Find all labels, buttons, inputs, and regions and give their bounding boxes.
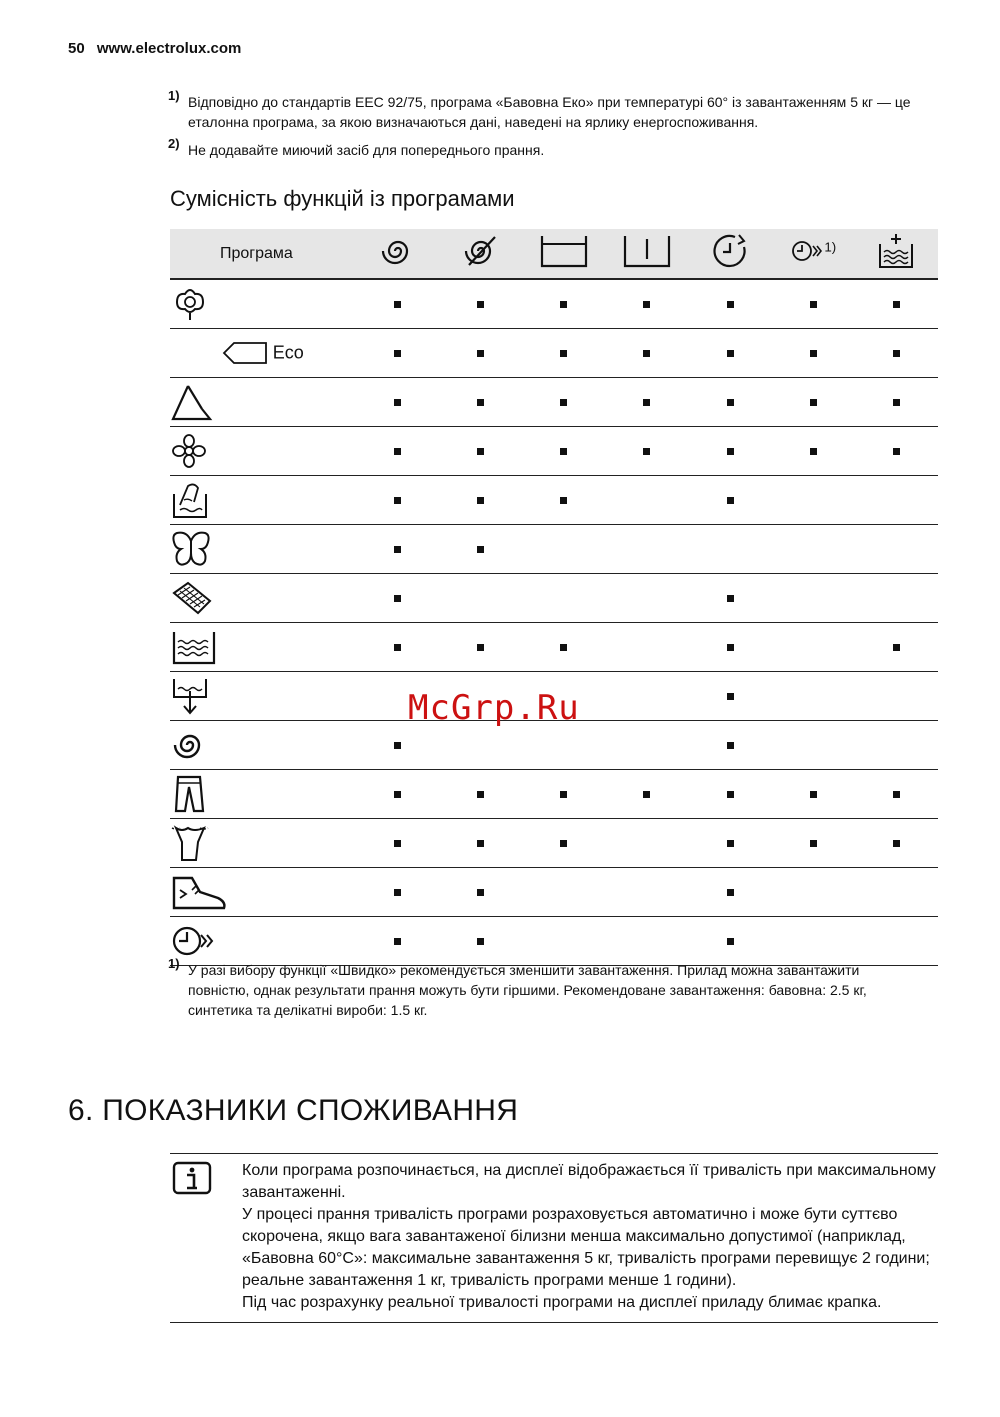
compat-cell bbox=[439, 574, 522, 623]
compatible-mark bbox=[560, 840, 567, 847]
compatible-mark bbox=[394, 546, 401, 553]
compat-cell bbox=[855, 279, 938, 329]
compat-cell bbox=[772, 329, 855, 378]
info-paragraph: У процесі прання тривалість програми розраховується автоматично і може бути суттєво скорочена, якщо вага завантаженої білизни менша максимально допустимої (наприклад, «Бавовна 60°C»: максимальне завантаження 5 кг, тривалість програми перевищує 2 години; реальне завантаження 1 кг, тривалість програми менше 1 години). bbox=[242, 1206, 930, 1289]
compat-cell bbox=[356, 574, 439, 623]
compatible-mark bbox=[477, 448, 484, 455]
compat-cell bbox=[605, 672, 688, 721]
compatible-mark bbox=[727, 350, 734, 357]
eco-tag-icon bbox=[222, 340, 268, 366]
compat-cell bbox=[522, 525, 605, 574]
watermark: McGrp.Ru bbox=[408, 688, 580, 728]
compatible-mark bbox=[727, 889, 734, 896]
table-row bbox=[170, 279, 938, 329]
col-delay-start bbox=[689, 229, 772, 279]
rinse-icon bbox=[170, 628, 218, 666]
compat-cell bbox=[522, 770, 605, 819]
compatible-mark bbox=[810, 448, 817, 455]
compatible-mark bbox=[477, 840, 484, 847]
col-night bbox=[605, 229, 688, 279]
compatible-mark bbox=[394, 350, 401, 357]
compat-cell bbox=[689, 721, 772, 770]
spin-program-icon bbox=[170, 725, 210, 765]
page-number: 50 bbox=[68, 40, 85, 57]
compat-cell bbox=[772, 868, 855, 917]
silk-icon bbox=[170, 529, 212, 569]
compatible-mark bbox=[643, 791, 650, 798]
chapter-name: ПОКАЗНИКИ СПОЖИВАННЯ bbox=[102, 1094, 519, 1127]
compat-cell bbox=[689, 329, 772, 378]
footnote-text: У разі вибору функції «Швидко» рекомендується зменшити завантаження. Прилад можна завантажити повністю, однак результати прання можуть бути гіршими. Рекомендоване завантаження: бавовна: 2.5 кг, синтетика та делікатні вироби: 1.5 кг. bbox=[188, 962, 867, 1018]
column-note-mark: 1) bbox=[824, 239, 837, 255]
compat-cell bbox=[605, 868, 688, 917]
compatible-mark bbox=[727, 742, 734, 749]
night-icon bbox=[622, 233, 672, 274]
table-row bbox=[170, 378, 938, 427]
compatible-mark bbox=[727, 693, 734, 700]
compatible-mark bbox=[727, 938, 734, 945]
compat-cell bbox=[605, 329, 688, 378]
compat-cell bbox=[772, 427, 855, 476]
compatible-mark bbox=[477, 644, 484, 651]
compatible-mark bbox=[477, 301, 484, 308]
compat-cell bbox=[522, 917, 605, 966]
compat-cell bbox=[439, 623, 522, 672]
compat-cell bbox=[356, 525, 439, 574]
compat-cell bbox=[855, 721, 938, 770]
compat-cell bbox=[689, 917, 772, 966]
compatible-mark bbox=[560, 791, 567, 798]
program-cell bbox=[170, 721, 356, 770]
curtains-icon bbox=[170, 579, 214, 617]
compat-cell bbox=[855, 623, 938, 672]
program-cell bbox=[170, 279, 356, 329]
compat-cell bbox=[522, 279, 605, 329]
compat-cell bbox=[855, 574, 938, 623]
compatible-mark bbox=[727, 840, 734, 847]
program-cell bbox=[170, 868, 356, 917]
extra-rinse-icon bbox=[876, 232, 916, 275]
info-paragraph: Коли програма розпочинається, на дисплеї відображається її тривалість при максимальному завантаженні. bbox=[242, 1162, 936, 1201]
compat-cell bbox=[439, 476, 522, 525]
eco-label: Eco bbox=[272, 342, 304, 363]
compatible-mark bbox=[727, 644, 734, 651]
chapter-title bbox=[68, 1094, 518, 1128]
handwash-wool-icon bbox=[170, 480, 210, 520]
compatible-mark bbox=[893, 840, 900, 847]
compatible-mark bbox=[477, 791, 484, 798]
compat-cell bbox=[439, 279, 522, 329]
compat-cell bbox=[356, 819, 439, 868]
compat-cell bbox=[689, 279, 772, 329]
compat-cell bbox=[772, 476, 855, 525]
compatible-mark bbox=[727, 595, 734, 602]
col-no-spin bbox=[439, 229, 522, 279]
divider bbox=[170, 1153, 938, 1154]
shoes-icon bbox=[170, 872, 228, 912]
chapter-number: 6. bbox=[68, 1094, 94, 1127]
table-row bbox=[170, 819, 938, 868]
footnote-text: Не додавайте миючий засіб для попереднього прання. bbox=[188, 142, 545, 158]
compat-cell bbox=[605, 819, 688, 868]
compatible-mark bbox=[394, 840, 401, 847]
compat-cell bbox=[522, 378, 605, 427]
compatible-mark bbox=[810, 399, 817, 406]
compat-cell bbox=[855, 427, 938, 476]
compat-cell bbox=[855, 476, 938, 525]
compat-cell bbox=[522, 868, 605, 917]
compat-cell bbox=[439, 917, 522, 966]
table-row bbox=[170, 770, 938, 819]
compatible-mark bbox=[893, 448, 900, 455]
compat-cell bbox=[356, 476, 439, 525]
compat-cell bbox=[356, 427, 439, 476]
compat-cell bbox=[356, 917, 439, 966]
compatible-mark bbox=[394, 399, 401, 406]
compatibility-table bbox=[170, 229, 938, 966]
compat-cell bbox=[772, 574, 855, 623]
table-row bbox=[170, 329, 938, 378]
compat-cell bbox=[772, 623, 855, 672]
quick-time-icon bbox=[790, 236, 824, 271]
compat-cell bbox=[605, 721, 688, 770]
compatible-mark bbox=[477, 350, 484, 357]
compat-cell bbox=[356, 329, 439, 378]
footnote-text: Відповідно до стандартів ЕЕС 92/75, програма «Бавовна Еко» при температурі 60° із завантаженням 5 кг — це еталонна програма, за якою визначаються дані, наведені на ярлику енергоспоживання. bbox=[188, 94, 911, 130]
compatible-mark bbox=[560, 350, 567, 357]
compat-cell bbox=[689, 427, 772, 476]
table-row bbox=[170, 476, 938, 525]
compat-cell bbox=[439, 868, 522, 917]
compat-cell bbox=[772, 819, 855, 868]
compatible-mark bbox=[394, 889, 401, 896]
info-icon bbox=[172, 1161, 212, 1195]
footnote-mark: 2) bbox=[168, 136, 180, 151]
spin-icon bbox=[381, 234, 415, 273]
col-spin bbox=[356, 229, 439, 279]
compatible-mark bbox=[394, 742, 401, 749]
compatible-mark bbox=[727, 448, 734, 455]
compatible-mark bbox=[394, 644, 401, 651]
table-row bbox=[170, 525, 938, 574]
compat-cell bbox=[605, 378, 688, 427]
section-title: Сумісність функцій із програмами bbox=[170, 186, 515, 211]
rinse-hold-icon bbox=[539, 233, 589, 274]
compat-cell bbox=[522, 476, 605, 525]
compat-cell bbox=[855, 868, 938, 917]
compatible-mark bbox=[893, 301, 900, 308]
compat-cell bbox=[605, 427, 688, 476]
compat-cell bbox=[605, 525, 688, 574]
compat-cell bbox=[605, 574, 688, 623]
compat-cell bbox=[522, 819, 605, 868]
compat-cell bbox=[439, 378, 522, 427]
compatible-mark bbox=[810, 840, 817, 847]
compatible-mark bbox=[810, 791, 817, 798]
program-column-header: Програма bbox=[170, 229, 356, 279]
compatible-mark bbox=[810, 350, 817, 357]
no-spin-icon bbox=[464, 234, 498, 273]
compatible-mark bbox=[727, 497, 734, 504]
table-row bbox=[170, 574, 938, 623]
compatible-mark bbox=[394, 938, 401, 945]
compat-cell bbox=[855, 770, 938, 819]
compatible-mark bbox=[727, 301, 734, 308]
compatible-mark bbox=[560, 497, 567, 504]
compat-cell bbox=[855, 672, 938, 721]
compat-cell bbox=[689, 623, 772, 672]
compatible-mark bbox=[560, 301, 567, 308]
compatible-mark bbox=[477, 546, 484, 553]
compatible-mark bbox=[394, 595, 401, 602]
drain-icon bbox=[170, 675, 210, 717]
compat-cell bbox=[689, 672, 772, 721]
compat-cell bbox=[522, 574, 605, 623]
compatible-mark bbox=[477, 399, 484, 406]
table-header-row bbox=[170, 229, 938, 279]
program-cell bbox=[170, 819, 356, 868]
compatible-mark bbox=[893, 791, 900, 798]
table-row bbox=[170, 623, 938, 672]
table-row bbox=[170, 917, 938, 966]
col-extra-rinse bbox=[855, 229, 938, 279]
program-cell bbox=[170, 476, 356, 525]
program-cell bbox=[170, 525, 356, 574]
compat-cell bbox=[605, 279, 688, 329]
compat-cell bbox=[439, 819, 522, 868]
compat-cell bbox=[689, 574, 772, 623]
compat-cell bbox=[689, 819, 772, 868]
compat-cell bbox=[356, 623, 439, 672]
compatible-mark bbox=[560, 644, 567, 651]
compat-cell bbox=[689, 525, 772, 574]
delicates-icon bbox=[170, 432, 208, 470]
compat-cell bbox=[522, 427, 605, 476]
jeans-icon bbox=[170, 773, 210, 815]
compat-cell bbox=[605, 770, 688, 819]
compat-cell bbox=[855, 378, 938, 427]
table-row bbox=[170, 868, 938, 917]
cotton-icon bbox=[170, 285, 210, 323]
compat-cell bbox=[689, 770, 772, 819]
compat-cell bbox=[689, 868, 772, 917]
compatible-mark bbox=[477, 938, 484, 945]
compatible-mark bbox=[560, 399, 567, 406]
compat-cell bbox=[772, 279, 855, 329]
compatible-mark bbox=[893, 350, 900, 357]
compat-cell bbox=[772, 770, 855, 819]
footnote-1 bbox=[168, 88, 948, 132]
compatible-mark bbox=[727, 399, 734, 406]
compatible-mark bbox=[394, 301, 401, 308]
compat-cell bbox=[522, 623, 605, 672]
info-paragraph: Під час розрахунку реальної тривалості програми на дисплеї приладу блимає крапка. bbox=[242, 1294, 882, 1311]
delay-start-icon bbox=[711, 232, 749, 275]
program-cell bbox=[170, 427, 356, 476]
sport-icon bbox=[170, 822, 214, 864]
page-header bbox=[68, 40, 241, 57]
program-cell bbox=[170, 574, 356, 623]
compat-cell bbox=[689, 476, 772, 525]
compatible-mark bbox=[477, 889, 484, 896]
compatible-mark bbox=[643, 399, 650, 406]
program-cell bbox=[170, 378, 356, 427]
col-quick-time bbox=[772, 229, 855, 279]
table-footnote bbox=[168, 956, 908, 1020]
compat-cell bbox=[439, 770, 522, 819]
compatible-mark bbox=[810, 301, 817, 308]
compat-cell bbox=[356, 868, 439, 917]
program-cell bbox=[170, 917, 356, 966]
program-cell bbox=[170, 623, 356, 672]
program-cell bbox=[170, 770, 356, 819]
footnote-mark: 1) bbox=[168, 88, 180, 103]
synthetics-icon bbox=[170, 381, 214, 423]
compatible-mark bbox=[643, 301, 650, 308]
compatible-mark bbox=[727, 791, 734, 798]
compatible-mark bbox=[893, 399, 900, 406]
site-url: www.electrolux.com bbox=[96, 40, 242, 57]
compatible-mark bbox=[643, 448, 650, 455]
compat-cell bbox=[772, 917, 855, 966]
compat-cell bbox=[855, 525, 938, 574]
compatible-mark bbox=[394, 448, 401, 455]
program-cell bbox=[170, 329, 356, 378]
compat-cell bbox=[772, 378, 855, 427]
compatible-mark bbox=[643, 350, 650, 357]
compat-cell bbox=[855, 917, 938, 966]
compat-cell bbox=[689, 378, 772, 427]
compat-cell bbox=[855, 819, 938, 868]
compat-cell bbox=[356, 378, 439, 427]
col-rinse-hold bbox=[522, 229, 605, 279]
compatible-mark bbox=[394, 497, 401, 504]
compat-cell bbox=[772, 672, 855, 721]
compat-cell bbox=[772, 721, 855, 770]
compatible-mark bbox=[394, 791, 401, 798]
compat-cell bbox=[439, 525, 522, 574]
footnote-2 bbox=[168, 136, 948, 160]
program-cell bbox=[170, 672, 356, 721]
compat-cell bbox=[855, 329, 938, 378]
divider bbox=[170, 1322, 938, 1323]
compatible-mark bbox=[560, 448, 567, 455]
compat-cell bbox=[356, 770, 439, 819]
compatible-mark bbox=[893, 644, 900, 651]
compatible-mark bbox=[477, 497, 484, 504]
compat-cell bbox=[439, 329, 522, 378]
info-text bbox=[242, 1160, 942, 1314]
compat-cell bbox=[356, 279, 439, 329]
compat-cell bbox=[605, 623, 688, 672]
footnote-mark: 1) bbox=[168, 956, 180, 971]
compat-cell bbox=[605, 476, 688, 525]
compat-cell bbox=[772, 525, 855, 574]
compat-cell bbox=[522, 329, 605, 378]
table-row bbox=[170, 427, 938, 476]
compat-cell bbox=[439, 427, 522, 476]
compat-cell bbox=[605, 917, 688, 966]
